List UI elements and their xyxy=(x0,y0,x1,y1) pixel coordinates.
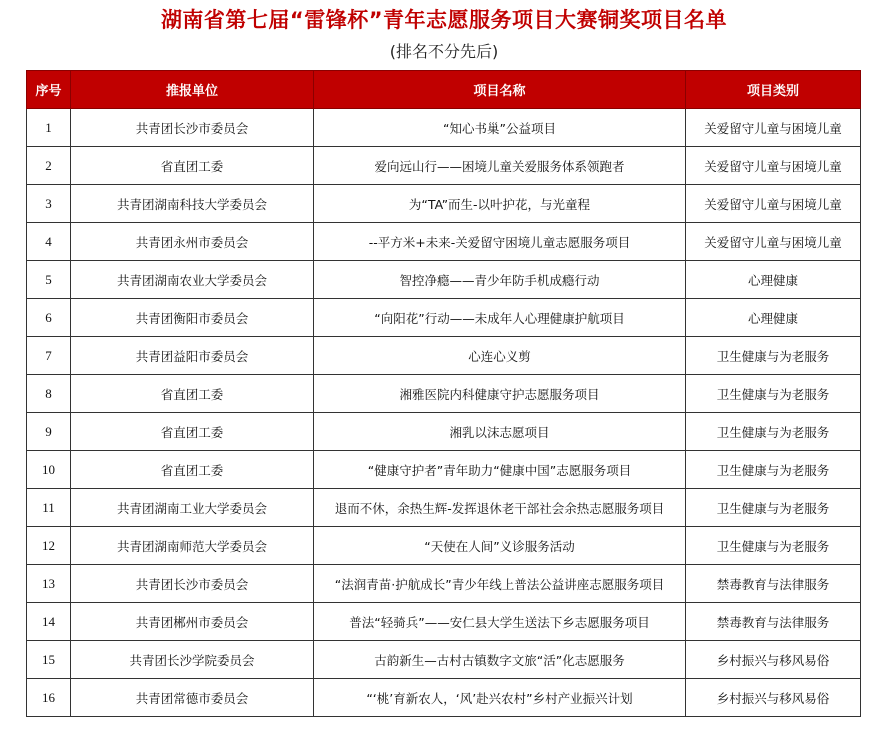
table-row xyxy=(27,375,861,413)
row-unit: 省直团工委 xyxy=(71,375,314,413)
row-category: 关爱留守儿童与困境儿童 xyxy=(686,109,861,147)
row-num: 16 xyxy=(27,679,71,717)
table-row xyxy=(27,565,861,603)
row-project-name: “知心书巢”公益项目 xyxy=(314,109,686,147)
row-project-name: 普法“轻骑兵”——安仁县大学生送法下乡志愿服务项目 xyxy=(314,603,686,641)
row-category: 禁毒教育与法律服务 xyxy=(686,565,861,603)
table-row xyxy=(27,489,861,527)
table-header xyxy=(27,71,861,109)
row-category: 心理健康 xyxy=(686,299,861,337)
header-name: 项目名称 xyxy=(314,71,686,109)
row-num: 8 xyxy=(27,375,71,413)
row-project-name: “‘桃’育新农人，‘风’赴兴农村”乡村产业振兴计划 xyxy=(314,679,686,717)
table-row xyxy=(27,451,861,489)
row-category: 卫生健康与为老服务 xyxy=(686,527,861,565)
table-row xyxy=(27,299,861,337)
header-row xyxy=(27,71,861,109)
row-unit: 省直团工委 xyxy=(71,147,314,185)
table-row xyxy=(27,603,861,641)
row-project-name: “天使在人间”义诊服务活动 xyxy=(314,527,686,565)
row-unit: 共青团永州市委员会 xyxy=(71,223,314,261)
row-category: 禁毒教育与法律服务 xyxy=(686,603,861,641)
table-row xyxy=(27,527,861,565)
row-category: 卫生健康与为老服务 xyxy=(686,451,861,489)
row-project-name: 爱向远山行——困境儿童关爱服务体系领跑者 xyxy=(314,147,686,185)
row-category: 关爱留守儿童与困境儿童 xyxy=(686,185,861,223)
row-unit: 省直团工委 xyxy=(71,451,314,489)
row-project-name: 智控净瘾——青少年防手机成瘾行动 xyxy=(314,261,686,299)
row-category: 卫生健康与为老服务 xyxy=(686,337,861,375)
table-row xyxy=(27,679,861,717)
row-category: 关爱留守儿童与困境儿童 xyxy=(686,147,861,185)
table-row xyxy=(27,337,861,375)
row-num: 9 xyxy=(27,413,71,451)
row-project-name: 湘乳以沫志愿项目 xyxy=(314,413,686,451)
row-num: 6 xyxy=(27,299,71,337)
row-category: 乡村振兴与移风易俗 xyxy=(686,679,861,717)
row-num: 2 xyxy=(27,147,71,185)
row-unit: 共青团长沙学院委员会 xyxy=(71,641,314,679)
row-unit: 共青团湖南师范大学委员会 xyxy=(71,527,314,565)
row-project-name: “向阳花”行动——未成年人心理健康护航项目 xyxy=(314,299,686,337)
row-unit: 共青团衡阳市委员会 xyxy=(71,299,314,337)
row-project-name: 退而不休，余热生辉-发挥退休老干部社会余热志愿服务项目 xyxy=(314,489,686,527)
row-category: 卫生健康与为老服务 xyxy=(686,413,861,451)
table-row xyxy=(27,261,861,299)
row-num: 10 xyxy=(27,451,71,489)
table-row xyxy=(27,413,861,451)
page-subtitle: (排名不分先后) xyxy=(389,42,499,61)
row-unit: 共青团长沙市委员会 xyxy=(71,109,314,147)
row-project-name: 古韵新生—古村古镇数字文旅“活”化志愿服务 xyxy=(314,641,686,679)
header-category: 项目类别 xyxy=(686,71,861,109)
row-project-name: “法润青苗·护航成长”青少年线上普法公益讲座志愿服务项目 xyxy=(314,565,686,603)
row-num: 13 xyxy=(27,565,71,603)
row-unit: 共青团湖南农业大学委员会 xyxy=(71,261,314,299)
table-row xyxy=(27,109,861,147)
row-unit: 共青团郴州市委员会 xyxy=(71,603,314,641)
row-project-name: 心连心义剪 xyxy=(314,337,686,375)
row-project-name: --平方米+未来-关爱留守困境儿童志愿服务项目 xyxy=(314,223,686,261)
row-category: 关爱留守儿童与困境儿童 xyxy=(686,223,861,261)
row-num: 15 xyxy=(27,641,71,679)
row-project-name: “健康守护者”青年助力“健康中国”志愿服务项目 xyxy=(314,451,686,489)
header-unit: 推报单位 xyxy=(71,71,314,109)
table-row xyxy=(27,223,861,261)
row-num: 11 xyxy=(27,489,71,527)
row-project-name: 为“TA”而生-以叶护花，与光童程 xyxy=(314,185,686,223)
row-unit: 共青团常德市委员会 xyxy=(71,679,314,717)
row-num: 1 xyxy=(27,109,71,147)
row-unit: 共青团湖南工业大学委员会 xyxy=(71,489,314,527)
row-category: 乡村振兴与移风易俗 xyxy=(686,641,861,679)
table-row xyxy=(27,147,861,185)
row-unit: 共青团长沙市委员会 xyxy=(71,565,314,603)
row-category: 卫生健康与为老服务 xyxy=(686,489,861,527)
row-num: 14 xyxy=(27,603,71,641)
table-row xyxy=(27,641,861,679)
table-row xyxy=(27,185,861,223)
row-num: 12 xyxy=(27,527,71,565)
row-num: 5 xyxy=(27,261,71,299)
row-unit: 共青团益阳市委员会 xyxy=(71,337,314,375)
row-num: 3 xyxy=(27,185,71,223)
award-list-table xyxy=(26,70,861,717)
row-category: 卫生健康与为老服务 xyxy=(686,375,861,413)
row-category: 心理健康 xyxy=(686,261,861,299)
row-project-name: 湘雅医院内科健康守护志愿服务项目 xyxy=(314,375,686,413)
page-title: 湖南省第七届“雷锋杯”青年志愿服务项目大赛铜奖项目名单 xyxy=(160,8,728,32)
row-unit: 省直团工委 xyxy=(71,413,314,451)
table-body xyxy=(27,109,861,717)
row-unit: 共青团湖南科技大学委员会 xyxy=(71,185,314,223)
header-num: 序号 xyxy=(27,71,71,109)
row-num: 7 xyxy=(27,337,71,375)
row-num: 4 xyxy=(27,223,71,261)
